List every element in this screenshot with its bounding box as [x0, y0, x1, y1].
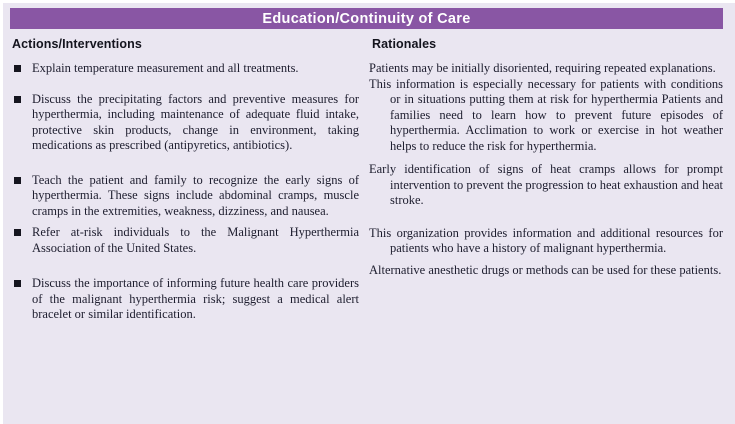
rationale-text: Alternative anesthetic drugs or methods can be used for these patients.	[369, 262, 722, 277]
list-item	[12, 225, 359, 256]
rationale-text: Patients may be initially disoriented, requiring repeated explanations.	[369, 61, 716, 75]
action-text: Discuss the importance of informing future health care providers of the malignant hyperthermia risk; suggest a medical alert bracelet or similar identification.	[32, 276, 359, 321]
rationales-column-heading: Rationales	[372, 37, 437, 51]
section-title-bar	[10, 8, 723, 29]
list-item	[12, 173, 359, 220]
actions-column	[12, 57, 359, 323]
rationale-text: This information is especially necessary for patients with conditions or in situations putting them at risk for hyperthermia Patients and families need to learn how to prevent future episodes of hyperthermia. Acclimation to work or exercise in hot weather helps to reduce the risk for hyperthermia.	[369, 76, 723, 153]
actions-column-heading: Actions/Interventions	[12, 37, 142, 51]
bullet-square-icon	[14, 280, 21, 287]
action-text: Explain temperature measurement and all treatments.	[32, 61, 299, 75]
action-text: Teach the patient and family to recognize the early signs of hyperthermia. These signs include abdominal cramps, muscle cramps in the extremities, weakness, dizziness, and nausea.	[32, 172, 359, 218]
education-continuity-care-panel	[3, 3, 735, 424]
action-text: Refer at-risk individuals to the Malignant Hyperthermia Association of the United States.	[32, 225, 359, 255]
bullet-square-icon	[14, 229, 21, 236]
list-item	[12, 276, 359, 323]
bullet-square-icon	[14, 177, 21, 184]
bullet-square-icon	[14, 96, 21, 103]
action-text: Discuss the precipitating factors and preventive measures for hyperthermia, including maintenance of adequate fluid intake, protective skin products, change in environment, taking medications as prescribed (antipyretics, antibiotics).	[32, 91, 359, 152]
bullet-square-icon	[14, 65, 21, 72]
rationale-text: Early identification of signs of heat cramps allows for prompt intervention to prevent the progression to heat exhaustion and heat stroke.	[369, 162, 723, 207]
section-title: Education/Continuity of Care	[262, 10, 471, 27]
rationale-text: This organization provides information and additional resources for patients who have a history of malignant hyperthermia.	[369, 225, 723, 255]
list-item	[12, 61, 359, 77]
list-item	[12, 92, 359, 154]
rationales-column	[369, 57, 723, 278]
